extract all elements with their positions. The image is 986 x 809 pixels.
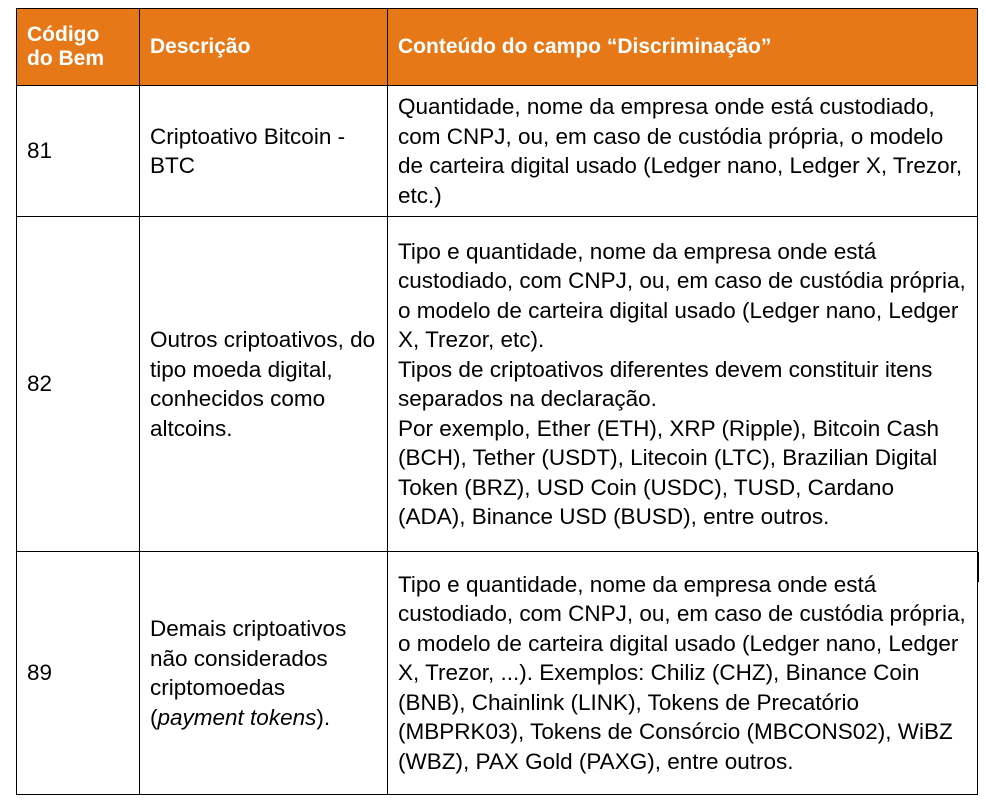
table-row — [17, 217, 978, 552]
table-row — [17, 86, 978, 217]
header-conteudo-discriminacao: Conteúdo do campo “Discriminação” — [388, 9, 978, 86]
description-text: Demais criptoativos não considerados criptomoedas ( — [150, 616, 347, 730]
content-paragraph: Tipo e quantidade, nome da empresa onde está custodiado, com CNPJ, ou, em caso de custódia própria, o modelo de carteira digital usado (Ledger nano, Ledger X, Trezor, ...). Exemplos: Chiliz (CHZ), Binance Coin (BNB), Chainlink (LINK), Tokens de Precatório (MBPRK03), Tokens de Consórcio (MBCONS02), WiBZ (WBZ), PAX Gold (PAXG), entre outros. — [398, 571, 966, 774]
content-paragraph: Tipo e quantidade, nome da empresa onde está custodiado, com CNPJ, ou, em caso de custódia própria, o modelo de carteira digital usado (Ledger nano, Ledger X, Trezor, etc). — [398, 238, 966, 352]
description-cell: Criptoativo Bitcoin - BTC — [140, 86, 388, 217]
header-row — [17, 9, 978, 86]
content-cell — [388, 552, 978, 795]
content-paragraph: Tipos de criptoativos diferentes devem constituir itens separados na declaração. — [398, 356, 933, 411]
table-row — [17, 552, 978, 795]
description-italic-term: payment tokens — [157, 704, 317, 730]
header-descricao: Descrição — [140, 9, 388, 86]
code-cell: 81 — [17, 86, 140, 217]
crypto-codes-table — [16, 8, 978, 795]
code-cell: 89 — [17, 552, 140, 795]
content-cell — [388, 86, 978, 217]
content-cell — [388, 217, 978, 552]
code-cell: 82 — [17, 217, 140, 552]
description-cell: Outros criptoativos, do tipo moeda digital, conhecidos como altcoins. — [140, 217, 388, 552]
content-paragraph: Quantidade, nome da empresa onde está custodiado, com CNPJ, ou, em caso de custódia própria, o modelo de carteira digital usado (Ledger nano, Ledger X, Trezor, etc.) — [398, 94, 963, 208]
description-cell — [140, 552, 388, 795]
header-codigo-do-bem: Código do Bem — [17, 9, 140, 86]
border-artifact — [977, 552, 979, 582]
description-suffix: ). — [316, 704, 331, 730]
content-paragraph: Por exemplo, Ether (ETH), XRP (Ripple), Bitcoin Cash (BCH), Tether (USDT), Litecoin (LTC), Brazilian Digital Token (BRZ), USD Coin (USDC), TUSD, Cardano (ADA), Binance USD (BUSD), entre outros. — [398, 415, 940, 529]
